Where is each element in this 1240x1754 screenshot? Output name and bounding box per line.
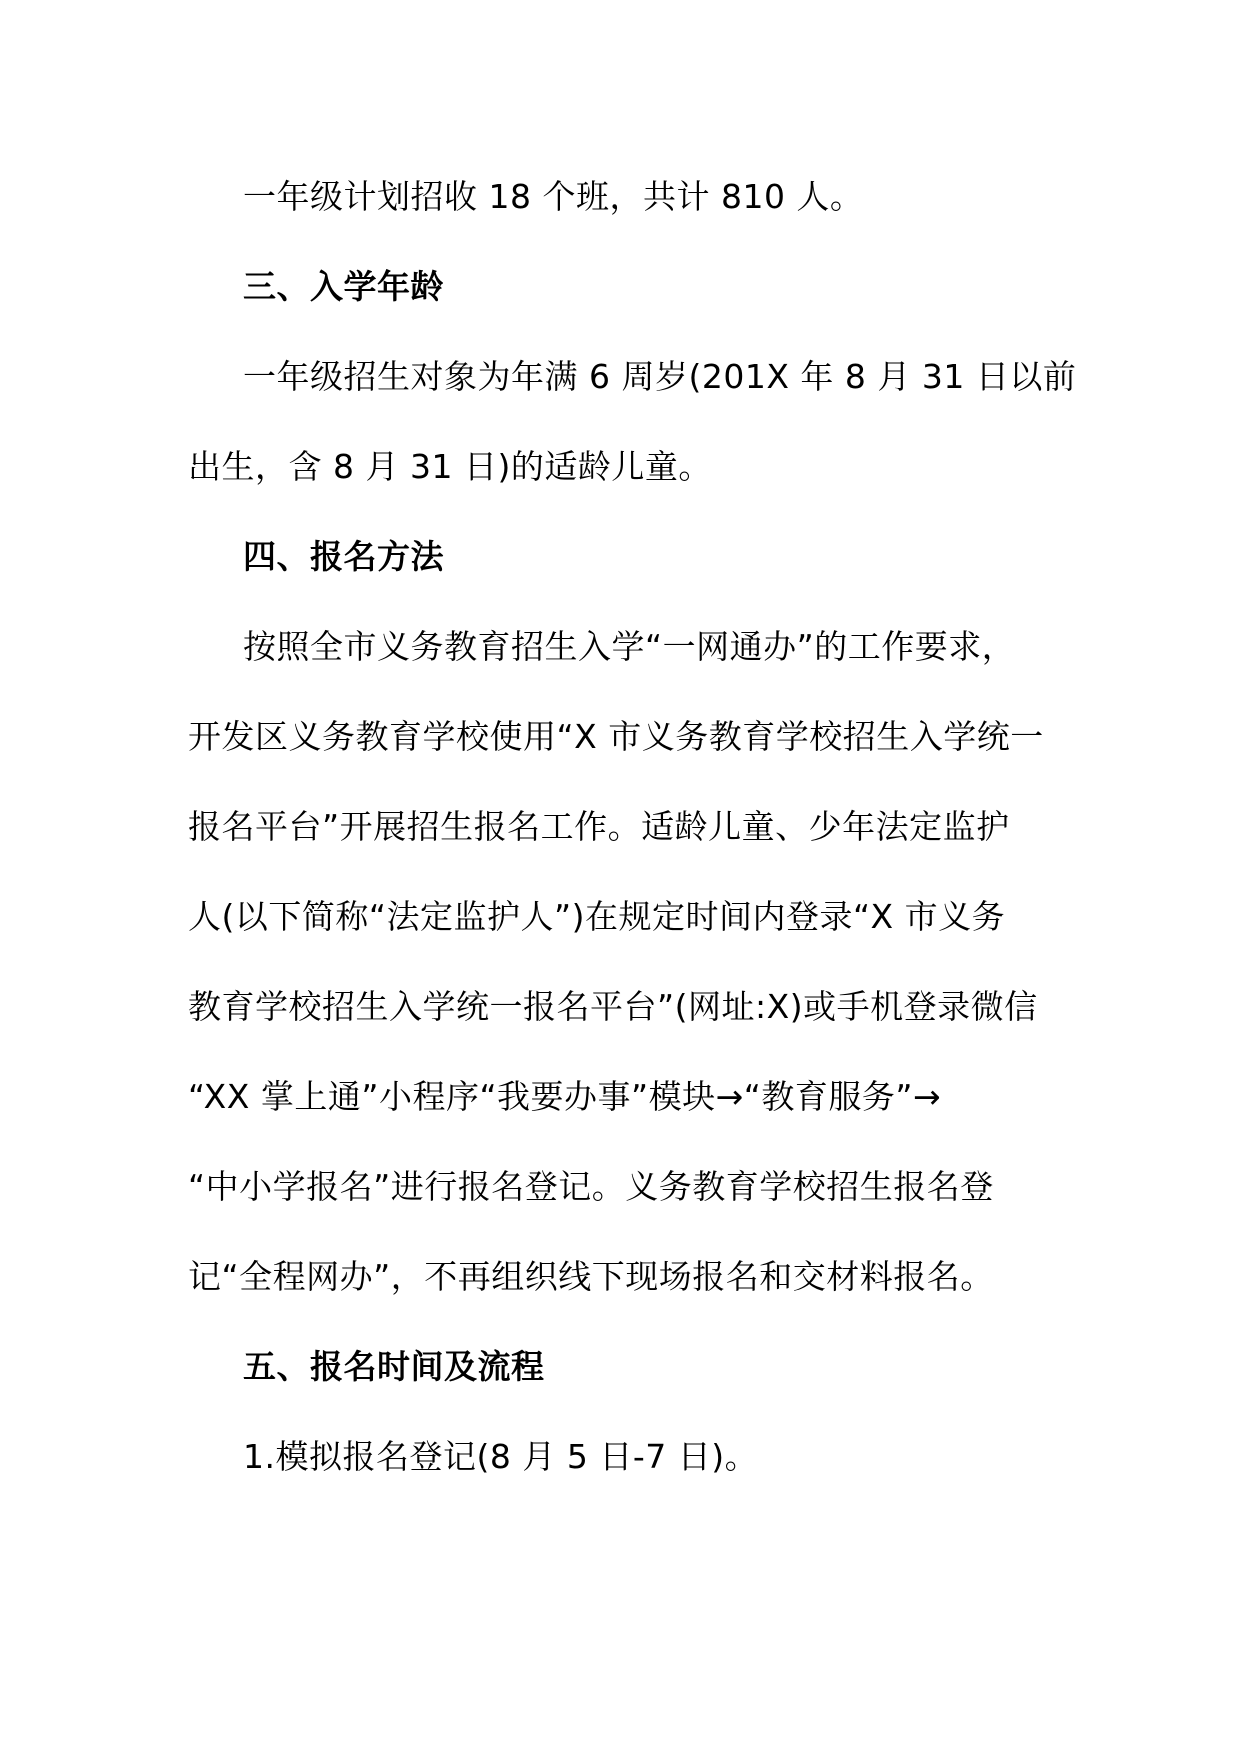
section-heading: 三、入学年龄	[243, 267, 444, 306]
paragraph-line: 报名平台”开展招生报名工作。适龄儿童、少年法定监护	[188, 807, 1010, 846]
paragraph-line: 人(以下简称“法定监护人”)在规定时间内登录“X 市义务	[188, 897, 1006, 936]
paragraph-line: 一年级招生对象为年满 6 周岁(201X 年 8 月 31 日以前	[243, 357, 1077, 396]
paragraph-line: 1.模拟报名登记(8 月 5 日-7 日)。	[243, 1437, 759, 1476]
section-heading: 四、报名方法	[243, 537, 444, 576]
paragraph-line: 记“全程网办”，不再组织线下现场报名和交材料报名。	[188, 1257, 994, 1296]
paragraph-line: 按照全市义务教育招生入学“一网通办”的工作要求，	[243, 627, 1016, 666]
paragraph-line: 教育学校招生入学统一报名平台”(网址:X)或手机登录微信	[188, 987, 1038, 1026]
paragraph-line: 一年级计划招收 18 个班，共计 810 人。	[243, 177, 864, 216]
paragraph-line: 出生，含 8 月 31 日)的适龄儿童。	[188, 447, 712, 486]
paragraph-line: “XX 掌上通”小程序“我要办事”模块→“教育服务”→	[188, 1077, 942, 1116]
paragraph-line: 开发区义务教育学校使用“X 市义务教育学校招生入学统一	[188, 717, 1044, 756]
paragraph-line: “中小学报名”进行报名登记。义务教育学校招生报名登	[188, 1167, 994, 1206]
section-heading: 五、报名时间及流程	[243, 1347, 545, 1386]
